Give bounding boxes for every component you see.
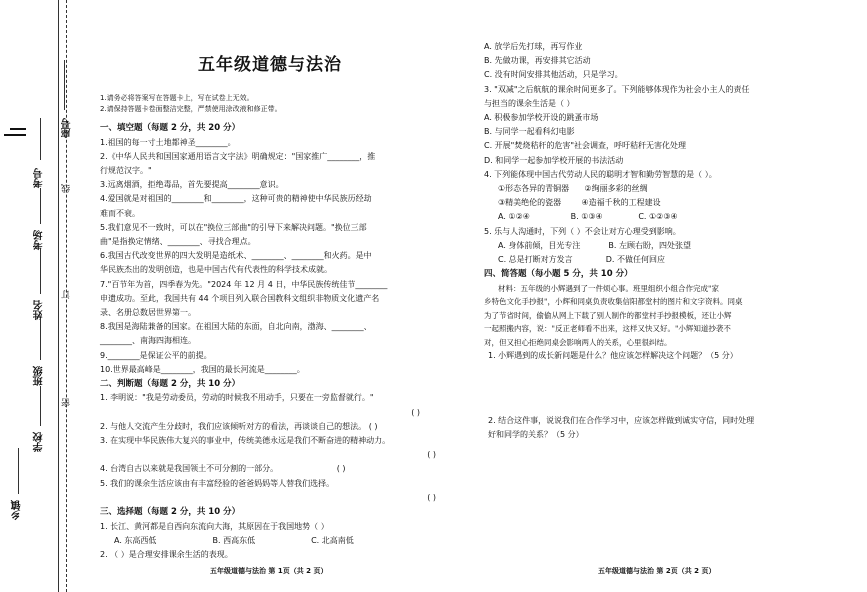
answer-paren[interactable]: ( ): [427, 492, 436, 502]
material-line: 乡特色文化手抄报"，小辉和同桌负责收集信阳都堂村的图片和文字资料。同桌: [484, 297, 743, 307]
field-class: 班级: [34, 366, 45, 386]
question-line: 曲"是指换定情绪、________、寻找合理点。: [100, 236, 256, 246]
binding-mark: [4, 134, 26, 136]
material-line: 对，但又担心拒绝同桌会影响两人的关系，心里很纠结。: [484, 337, 672, 347]
field-exam-room: 考场: [34, 230, 45, 250]
option-line: ①形态各异的青铜器 ②绚丽多彩的丝绸: [498, 184, 648, 194]
question-line: 行规范汉字。": [100, 165, 152, 175]
material-line: 一起照搬内容，说："反正老师看不出来，这样又快又好。"小辉知道抄袭不: [484, 324, 731, 334]
choice-question: 1. 长江、黄河都是自西向东流向大海，其原因在于我国地势（ ）: [100, 521, 329, 531]
field-line: [40, 386, 41, 426]
field-seat-number: 座号: [62, 118, 73, 138]
option-line: C. 总是打断对方发言 D. 不做任何回应: [498, 255, 665, 265]
option-line: ③精美绝伦的瓷器 ④造福千秋的工程建设: [498, 198, 661, 208]
question-line: 5. 乐与人沟通时，下列（ ）不会让对方心理受到影响。: [484, 226, 681, 236]
judge-question: 5. 我们的课余生活应该由有丰富经验的爸爸妈妈等人替我们选择。: [100, 478, 335, 488]
option-line: B. 与同学一起看科幻电影: [484, 127, 575, 137]
page-2: [484, 40, 846, 363]
field-line: [40, 118, 41, 160]
option-line: A. 身体前倾，目光专注 B. 左顾右盼，四处张望: [498, 240, 691, 250]
page-1: [100, 0, 440, 562]
field-line: [40, 248, 41, 294]
question-line: 6.我国古代改变世界的四大发明是造纸术、________、________和火药。是中: [100, 251, 372, 261]
question-line: 1.祖国的每一寸土地都神圣________。: [100, 137, 236, 147]
note-line: 2.请保持答题卡卷面整洁完整，严禁使用涂改液和修正带。: [100, 105, 282, 113]
answer-paren[interactable]: ( ): [411, 407, 420, 417]
note-line: 1.请务必将答案写在答题卡上，写在试卷上无效。: [100, 94, 254, 102]
question-line: 2.《中华人民共和国国家通用语言文字法》明确规定："国家推广________，推: [100, 151, 376, 161]
question-line: 录、名册总数居世界第一。: [100, 307, 196, 317]
option-line: B. 先做功课，再安排其它活动: [484, 56, 591, 66]
question-line: 4. 下列能体现中国古代劳动人民的聪明才智和勤劳智慧的是（ ）。: [484, 169, 717, 179]
question-line: 3. "双减"之后航航的课余时间更多了。下列能够体现作为社会小主人的责任: [484, 84, 750, 94]
option-line: A. 放学后先打球，再写作业: [484, 42, 583, 51]
short-answer-question-2: 2. 结合这件事，说说我们在合作学习中，应该怎样做到诚实守信，同时处理 好和同学的关系？（5 分）: [488, 416, 755, 440]
field-township: 乡镇: [12, 500, 23, 520]
section-fill-title: 一、填空题（每题 2 分，共 20 分）: [100, 123, 241, 133]
question-line: 与担当的课余生活是（ ）: [484, 98, 575, 108]
question-line: 9.________是保证公平的前提。: [100, 350, 212, 360]
field-line: [40, 188, 41, 224]
question-line: 申遗成功。至此，我国共有 44 个项目列入联合国教科文组织非物质文化遗产名: [100, 293, 380, 303]
option-line: C. 开展"焚烧秸秆的危害"社会调查，呼吁秸秆无害化处理: [484, 141, 687, 151]
question-line: 难而不衰。: [100, 208, 140, 218]
judge-question: 4. 台湾自古以来就是我国领土不可分割的一部分。 ( ): [100, 464, 346, 474]
field-exam-number: 考号: [34, 168, 45, 188]
question-line: 5.我们意见不一致时，可以在"换位三部曲"的引导下来解决问题。"换位三部: [100, 222, 367, 232]
choice-option[interactable]: B. 西高东低: [212, 535, 256, 545]
question-line: 3.远离烟酒，拒绝毒品，首先要提高________意识。: [100, 180, 284, 190]
exam-notes: [100, 93, 440, 115]
section-judge-title: 二、判断题（每题 2 分，共 10 分）: [100, 378, 241, 389]
choice-option[interactable]: A. 东高西低: [114, 535, 157, 545]
question-line: 10.世界最高峰是________，我国的最长河流是________。: [100, 364, 305, 374]
cut-word: 订: [62, 290, 72, 299]
cut-word: 密: [62, 398, 72, 407]
section-choice-title: 三、选择题（每题 2 分，共 10 分）: [100, 507, 241, 518]
page-title: 五年级道德与法治: [198, 55, 342, 75]
cut-word: 线: [62, 184, 72, 193]
field-line: [18, 448, 19, 494]
material-line: 为了节省时间，偷偷从网上下载了别人制作的都堂村手抄报模板，还让小辉: [484, 310, 732, 320]
material-block: [484, 282, 846, 350]
binding-strip: [0, 0, 75, 592]
field-school: 学校: [34, 432, 45, 452]
option-line: C. 没有时间安排其他活动，只是学习。: [484, 70, 623, 80]
field-line: [64, 60, 65, 110]
judge-question: 3. 在实现中华民族伟大复兴的事业中，传统美德永远是我们不断奋进的精神动力。: [100, 436, 391, 446]
field-name: 姓名: [34, 300, 45, 320]
section-short-answer-title: 四、简答题（每小题 5 分，共 10 分）: [484, 269, 633, 280]
short-answer-question-1: 1. 小辉遇到的成长新问题是什么？他应该怎样解决这个问题？（5 分）: [488, 351, 738, 361]
question-line: ________、南海四海相连。: [100, 336, 196, 346]
question-line: 7."百节年为首，四季春为先。"2024 年 12 月 4 日，中华民族传统佳节________: [100, 279, 388, 289]
answer-paren[interactable]: ( ): [427, 450, 436, 460]
question-line: 8.我国是海陆兼备的国家。在祖国大陆的东面，自北向南，渤海、________、: [100, 322, 372, 332]
option-line: A. 积极参加学校开设的跳蚤市场: [484, 113, 599, 123]
binding-mark: [10, 128, 26, 130]
choice-option[interactable]: C. 北高南低: [311, 535, 354, 545]
judge-question: 1. 李明说："我是劳动委员，劳动的时候我不用动手，只要在一旁监督就行。": [100, 393, 374, 403]
judge-questions: [100, 391, 440, 505]
judge-question: 2. 与他人交流产生分歧时，我们应该倾听对方的看法，再谈谈自己的想法。 ( ): [100, 421, 378, 431]
option-line: D. 和同学一起参加学校开展的书法活动: [484, 155, 624, 165]
choice-options: [100, 534, 440, 548]
answer-paren[interactable]: ( ): [368, 421, 378, 431]
field-line: [40, 318, 41, 360]
fill-questions: [100, 136, 440, 377]
material-line: 材料：五年级的小辉遇到了一件烦心事。班里组织小组合作完成"家: [498, 283, 719, 293]
answer-paren[interactable]: ( ): [336, 464, 346, 474]
option-line: A. ①②④ B. ①③④ C. ①②③④: [498, 212, 678, 222]
page-1-footer: 五年级道德与法治 第 1页（共 2 页）: [210, 567, 328, 575]
binding-solid-line: [58, 0, 59, 592]
choice-question: 2. （ ）是合理安排课余生活的表现。: [100, 549, 233, 559]
question-line: 4.爱国就是对祖国的________和________，这种可贵的精神使中华民族历经劫: [100, 194, 372, 204]
page-2-footer: 五年级道德与法治 第 2页（共 2 页）: [598, 567, 716, 575]
question-line: 华民族杰出的发明创造，也是中国古代有代表性的科学技术成就。: [100, 265, 332, 275]
